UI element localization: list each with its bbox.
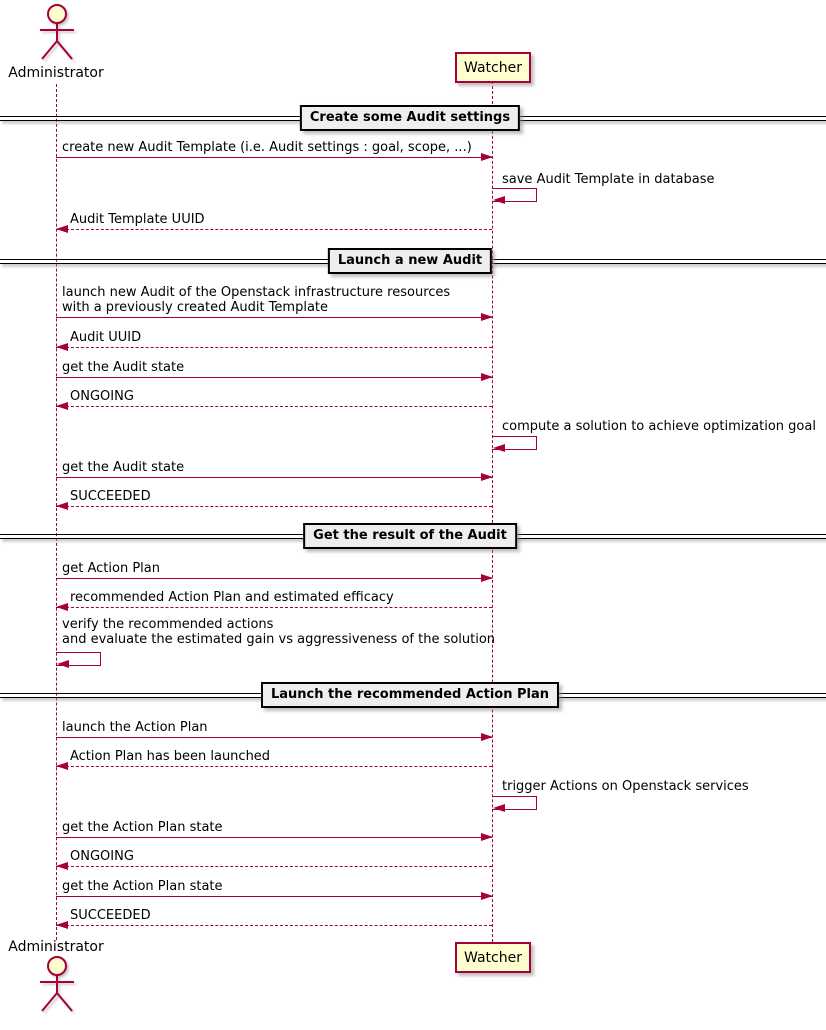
message-line [56, 578, 492, 579]
arrowhead-icon [481, 733, 493, 741]
message-label: create new Audit Template (i.e. Audit settings : goal, scope, ...) [62, 140, 472, 155]
arrowhead-icon [481, 574, 493, 582]
message-label: get Action Plan [62, 561, 160, 576]
message-label: and evaluate the estimated gain vs aggressiveness of the solution [62, 632, 496, 647]
participant-watcher-top: Watcher [455, 52, 531, 83]
message-label: SUCCEEDED [70, 908, 151, 923]
arrowhead-icon [56, 402, 68, 410]
message-label: get the Action Plan state [62, 879, 223, 894]
message-line [56, 317, 492, 318]
arrowhead-icon [493, 444, 505, 452]
message-line [56, 766, 492, 767]
actor-label-administrator-top: Administrator [8, 65, 104, 81]
message-line [56, 866, 492, 867]
message-line [56, 347, 492, 348]
participant-watcher-bottom: Watcher [455, 942, 531, 973]
arrowhead-icon [56, 921, 68, 929]
arrowhead-icon [481, 373, 493, 381]
actor-icon [38, 956, 76, 1014]
arrowhead-icon [481, 153, 493, 161]
message-label: get the Audit state [62, 460, 185, 475]
actor-icon [38, 4, 76, 62]
arrowhead-icon [56, 225, 68, 233]
message-label: compute a solution to achieve optimization goal [502, 419, 816, 434]
divider-launch-action-plan: Launch the recommended Action Plan [261, 682, 559, 708]
message-line [56, 477, 492, 478]
message-line [56, 896, 492, 897]
message-line [56, 925, 492, 926]
lifeline-watcher [492, 81, 493, 942]
divider-launch-new-audit: Launch a new Audit [328, 248, 492, 274]
message-line [56, 406, 492, 407]
message-label: recommended Action Plan and estimated efficacy [70, 590, 394, 605]
arrowhead-icon [493, 804, 505, 812]
message-label: ONGOING [70, 389, 134, 404]
arrowhead-icon [481, 313, 493, 321]
message-line [56, 737, 492, 738]
divider-get-result: Get the result of the Audit [303, 523, 517, 549]
message-label: Action Plan has been launched [70, 749, 271, 764]
message-line [56, 607, 492, 608]
arrowhead-icon [493, 196, 505, 204]
message-label: trigger Actions on Openstack services [502, 779, 749, 794]
message-label: save Audit Template in database [502, 172, 715, 187]
message-label: launch the Action Plan [62, 720, 208, 735]
message-label: SUCCEEDED [70, 489, 151, 504]
actor-label-administrator-bottom: Administrator [8, 939, 104, 955]
message-line [56, 837, 492, 838]
message-label: launch new Audit of the Openstack infrastructure resources [62, 285, 451, 300]
arrowhead-icon [56, 762, 68, 770]
divider-create-audit-settings: Create some Audit settings [300, 105, 520, 131]
message-label: verify the recommended actions [62, 617, 274, 632]
lifeline-administrator [56, 84, 57, 940]
arrowhead-icon [481, 473, 493, 481]
message-line [56, 229, 492, 230]
message-label: Audit Template UUID [70, 212, 205, 227]
message-label: get the Audit state [62, 360, 185, 375]
message-line [56, 506, 492, 507]
message-line [56, 377, 492, 378]
arrowhead-icon [56, 603, 68, 611]
message-label: ONGOING [70, 849, 134, 864]
message-label: Audit UUID [70, 330, 142, 345]
message-line [56, 157, 492, 158]
message-label: get the Action Plan state [62, 820, 223, 835]
message-label: with a previously created Audit Template [62, 300, 329, 315]
arrowhead-icon [56, 343, 68, 351]
arrowhead-icon [56, 862, 68, 870]
arrowhead-icon [481, 892, 493, 900]
arrowhead-icon [481, 833, 493, 841]
arrowhead-icon [56, 502, 68, 510]
arrowhead-icon [57, 660, 69, 668]
